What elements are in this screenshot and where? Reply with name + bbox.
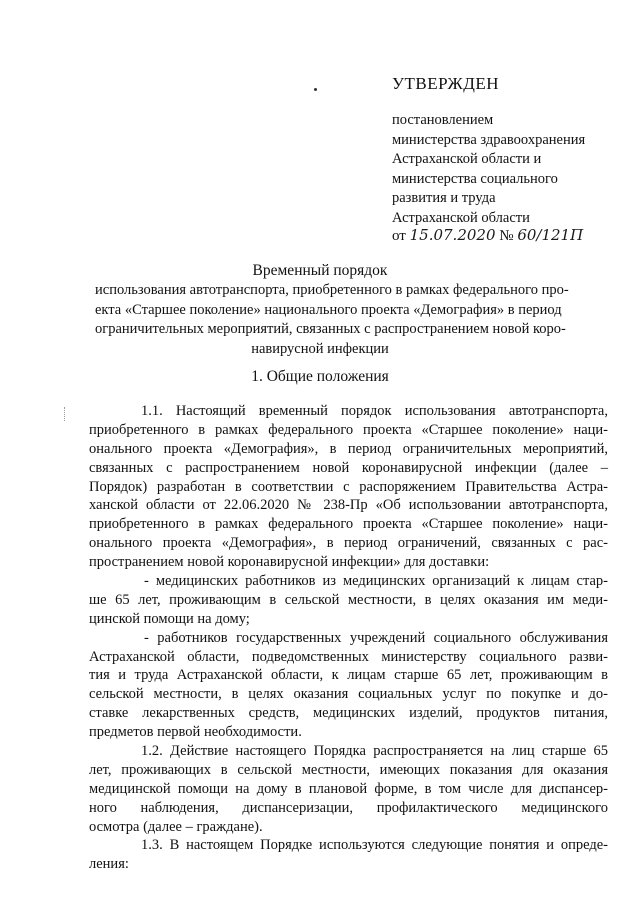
- approval-line: министерства здравоохранения: [392, 131, 586, 148]
- body-line: ше 65 лет, проживающим в сельской местности, в целях оказания им меди-: [89, 591, 608, 608]
- margin-mark: [64, 407, 67, 421]
- handwritten-date: 15.07.2020: [409, 226, 496, 244]
- body-line: онального проекта «Демография», в период ограничений, связанных с рас-: [89, 535, 608, 552]
- body-line: Астраханской области, подведомственных министерству социального разви-: [89, 648, 608, 665]
- body-line: 1.2. Действие настоящего Порядка распространяется на лиц старше 65: [141, 743, 608, 760]
- handwritten-number: 60/121П: [517, 226, 584, 244]
- body-line: пространением новой коронавирусной инфекции» для доставки:: [89, 554, 490, 571]
- body-line: предметов первой необходимости.: [89, 724, 302, 741]
- document-title: Временный порядок: [252, 262, 388, 279]
- body-line: лет, проживающих в сельской местности, имеющих показания для оказания: [89, 761, 608, 778]
- body-line: Порядок) разработан в соответствии с распоряжением Правительства Астра-: [89, 478, 608, 495]
- approval-line: постановлением: [392, 112, 494, 128]
- body-line: ного наблюдения, диспансеризации, профилактического медицинского: [89, 799, 608, 816]
- approval-block: [392, 111, 632, 228]
- subtitle-line: екта «Старшее поколение» национального проекта «Демография» в период: [95, 301, 562, 318]
- subtitle-line: использования автотранспорта, приобретенного в рамках федерального про-: [95, 282, 569, 298]
- body-line: приобретенного в рамках федерального проекта «Старшее поколение» наци-: [89, 516, 608, 533]
- document-subtitle: [95, 281, 569, 359]
- subtitle-line: ограничительных мероприятий, связанных с распространением новой коро-: [95, 321, 566, 337]
- subtitle-line: навирусной инфекции: [251, 340, 389, 357]
- approval-line: развития и труда: [392, 190, 496, 206]
- document-body: [89, 402, 608, 874]
- scan-speck: [314, 88, 317, 91]
- approval-title: УТВЕРЖДЕН: [392, 74, 499, 93]
- body-line: связанных с распространением новой коронавирусной инфекции (далее –: [89, 459, 608, 476]
- body-line: ставке лекарственных средств, медицинских изделий, продуктов питания,: [89, 705, 608, 722]
- approval-line: Астраханской области: [392, 209, 530, 226]
- date-prefix: от: [392, 228, 406, 244]
- body-line: приобретенного в рамках федерального проекта «Старшее поколение» наци-: [89, 421, 608, 438]
- body-line: онального проекта «Демография», в период ограничительных мероприятий,: [89, 440, 608, 457]
- body-line: 1.1. Настоящий временный порядок использования автотранспорта,: [141, 403, 608, 419]
- approval-line: Астраханской области и: [392, 151, 542, 167]
- body-line: медицинской помощи на дому в плановой форме, в том числе для диспансер-: [89, 780, 608, 797]
- number-prefix: №: [499, 228, 514, 244]
- approval-line: министерства социального: [392, 170, 558, 187]
- body-line: ханской области от 22.06.2020 № 238-Пр «Об использовании автотранспорта,: [89, 497, 608, 514]
- approval-date-number: [392, 226, 583, 245]
- body-line: осмотра (далее – граждане).: [89, 818, 263, 835]
- body-line: сельской местности, в целях оказания социальных услуг по покупке и до-: [89, 686, 608, 703]
- body-line: 1.3. В настоящем Порядке используются следующие понятия и опреде-: [141, 837, 608, 854]
- body-line: - медицинских работников из медицинских организаций к лицам стар-: [144, 573, 608, 590]
- body-line: цинской помощи на дому;: [89, 610, 250, 627]
- body-line: - работников государственных учреждений социального обслуживания: [144, 629, 608, 646]
- section-heading: 1. Общие положения: [251, 368, 389, 385]
- body-line: ления:: [89, 856, 129, 873]
- body-line: тия и труда Астраханской области, к лицам старше 65 лет, проживающим в: [89, 667, 608, 684]
